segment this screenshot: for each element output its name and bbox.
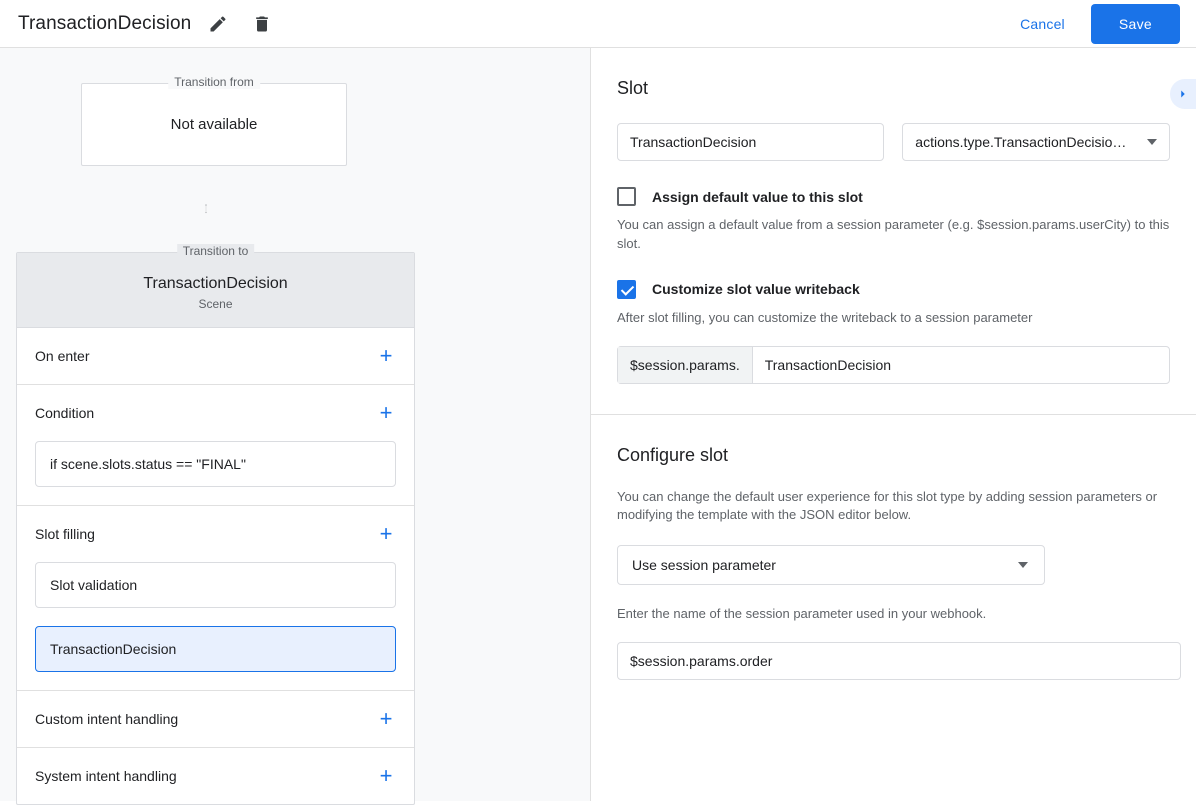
add-slot-filling-button[interactable]: +: [379, 521, 393, 546]
session-parameter-input[interactable]: $session.params.order: [617, 642, 1181, 680]
list-item-slot-validation[interactable]: Slot validation: [35, 562, 396, 608]
transition-to-node[interactable]: [17, 244, 414, 328]
section-label-system-intent: System intent handling: [35, 768, 177, 784]
section-system-intent-handling: [17, 748, 414, 804]
section-header-slot-filling: [17, 506, 414, 562]
assign-default-helper: You can assign a default value from a session parameter (e.g. $session.params.userCity) to this slot.: [617, 217, 1170, 251]
section-header-system-intent: [17, 748, 414, 804]
section-label-custom-intent: Custom intent handling: [35, 711, 179, 727]
transition-to-legend: Transition to: [177, 244, 255, 258]
delete-button[interactable]: [245, 7, 279, 41]
customize-writeback-checkbox[interactable]: [617, 280, 636, 299]
scene-card: [16, 244, 415, 805]
slot-type-value: actions.type.TransactionDecisio…: [915, 134, 1127, 150]
section-label-condition: Condition: [35, 405, 95, 421]
chevron-right-icon: [1176, 87, 1190, 101]
configure-slot-description: You can change the default user experience for this slot type by adding session parameters or modifying the template with the JSON editor below.: [617, 488, 1158, 523]
pencil-icon: [208, 14, 228, 34]
section-condition: [17, 385, 414, 506]
customize-writeback-label: Customize slot value writeback: [652, 281, 860, 298]
section-header-custom-intent: [17, 691, 414, 747]
trash-icon: [252, 14, 272, 34]
assign-default-label: Assign default value to this slot: [652, 188, 863, 205]
assign-default-row: [617, 187, 1170, 206]
save-button[interactable]: Save: [1091, 4, 1180, 44]
add-condition-button[interactable]: +: [379, 400, 393, 425]
chevron-down-icon: [1018, 562, 1028, 568]
slot-type-select[interactable]: [902, 123, 1170, 161]
transition-from-legend: Transition from: [168, 75, 260, 89]
section-label-slot-filling: Slot filling: [35, 526, 95, 542]
cancel-button[interactable]: Cancel: [1008, 8, 1077, 40]
customize-writeback-helper: After slot filling, you can customize the writeback to a session parameter: [617, 309, 1033, 325]
writeback-field[interactable]: [617, 346, 1170, 384]
configure-slot-title: Configure slot: [617, 444, 729, 465]
section-on-enter: [17, 328, 414, 385]
writeback-prefix: $session.params.: [618, 347, 753, 383]
add-custom-intent-button[interactable]: +: [379, 706, 393, 731]
top-bar: [0, 0, 1196, 48]
session-parameter-select-value: Use session parameter: [632, 557, 776, 574]
transition-to-subtitle: Scene: [198, 297, 233, 311]
section-label-on-enter: On enter: [35, 348, 90, 364]
transition-from-node[interactable]: [81, 75, 347, 166]
chevron-down-icon: [1147, 139, 1157, 145]
scene-graph-panel: [0, 48, 591, 801]
section-header-on-enter: [17, 328, 414, 384]
transition-from-value: Not available: [170, 116, 258, 133]
add-on-enter-button[interactable]: +: [379, 343, 393, 368]
panel-divider: [591, 414, 1196, 415]
customize-writeback-row: [617, 280, 1170, 299]
section-slot-filling: [17, 506, 414, 691]
slot-section-title: Slot: [617, 78, 649, 98]
slot-name-input[interactable]: TransactionDecision: [617, 123, 884, 161]
condition-item[interactable]: if scene.slots.status == "FINAL": [35, 441, 396, 487]
slot-fields-row: [617, 123, 1170, 161]
assign-default-checkbox[interactable]: [617, 187, 636, 206]
section-header-condition: [17, 385, 414, 441]
section-custom-intent-handling: [17, 691, 414, 748]
add-system-intent-button[interactable]: +: [379, 763, 393, 788]
transition-to-title: TransactionDecision: [143, 275, 288, 292]
connector-arrow: [205, 166, 207, 252]
edit-button[interactable]: [201, 7, 235, 41]
session-parameter-helper: Enter the name of the session parameter used in your webhook.: [617, 606, 987, 622]
expand-panel-button[interactable]: [1170, 79, 1196, 109]
page-title: TransactionDecision: [18, 12, 192, 34]
writeback-input[interactable]: TransactionDecision: [764, 356, 892, 373]
list-item-transaction-decision[interactable]: TransactionDecision: [35, 626, 396, 672]
slot-details-panel: [591, 48, 1196, 801]
session-parameter-select[interactable]: [617, 545, 1045, 585]
